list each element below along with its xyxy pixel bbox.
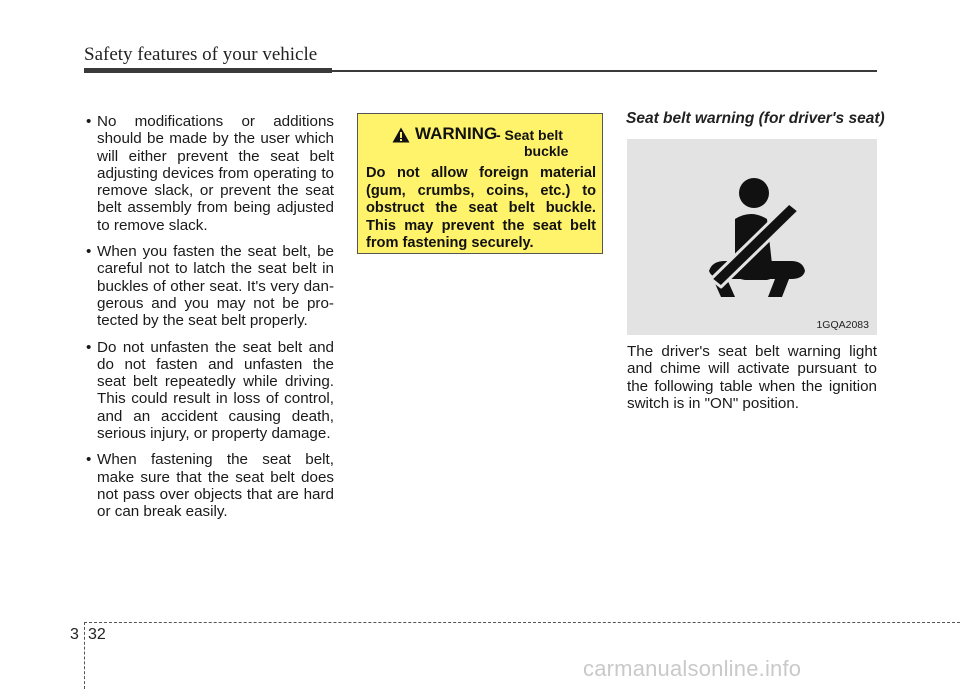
seat-belt-person-icon xyxy=(627,139,877,335)
list-item: • Do not unfasten the seat belt and do not fasten and unfasten the seat belt repeatedly while driving. This could result in loss of control, and an accident causing death, serious injury, or property damage. xyxy=(84,339,334,443)
page-number: 32 xyxy=(88,626,106,643)
warning-subtitle-line: - Seat belt xyxy=(496,127,563,143)
watermark: carmanualsonline.info xyxy=(583,656,802,681)
figure-code: 1GQA2083 xyxy=(816,319,869,331)
list-item: • No modifications or additions should be made by the user which will either prevent the seat belt adjusting devices from operating to remove slack, or prevent the seat belt assembly from being adjusted to remove slack. xyxy=(84,113,334,234)
warning-box xyxy=(357,113,603,254)
warning-body: Do not allow foreign material (gum, crumbs, coins, etc.) to obstruct the seat belt buckle. This may prevent the seat belt from fastening securely. xyxy=(366,165,596,252)
right-column-paragraph: The driver's seat belt warning light and chime will activate pursuant to the following table when the ignition switch is in "ON" position. xyxy=(627,343,877,412)
seat-belt-figure xyxy=(627,139,877,335)
section-heading: Seat belt warning (for driver's seat) xyxy=(626,110,885,127)
warning-subtitle-line: buckle xyxy=(524,143,569,159)
footer-rule xyxy=(84,622,960,623)
left-column xyxy=(84,113,334,530)
warning-triangle-icon xyxy=(392,127,410,143)
list-item: • When fastening the seat belt, make sure that the seat belt does not pass over objects that are hard or can break easily. xyxy=(84,451,334,520)
precaution-list xyxy=(84,113,334,521)
page-header-title: Safety features of your vehicle xyxy=(84,44,318,65)
header-rule-thick xyxy=(84,68,332,73)
list-item: • When you fasten the seat belt, be careful not to latch the seat belt in buckles of other seat. It's very dan-gerous and you may not be pro-tected by the seat belt properly. xyxy=(84,243,334,329)
header-rule-thin xyxy=(332,70,877,72)
footer-divider xyxy=(84,622,85,689)
warning-label: WARNING xyxy=(415,124,498,143)
warning-subtitle xyxy=(496,127,596,159)
chapter-number: 3 xyxy=(70,626,79,643)
